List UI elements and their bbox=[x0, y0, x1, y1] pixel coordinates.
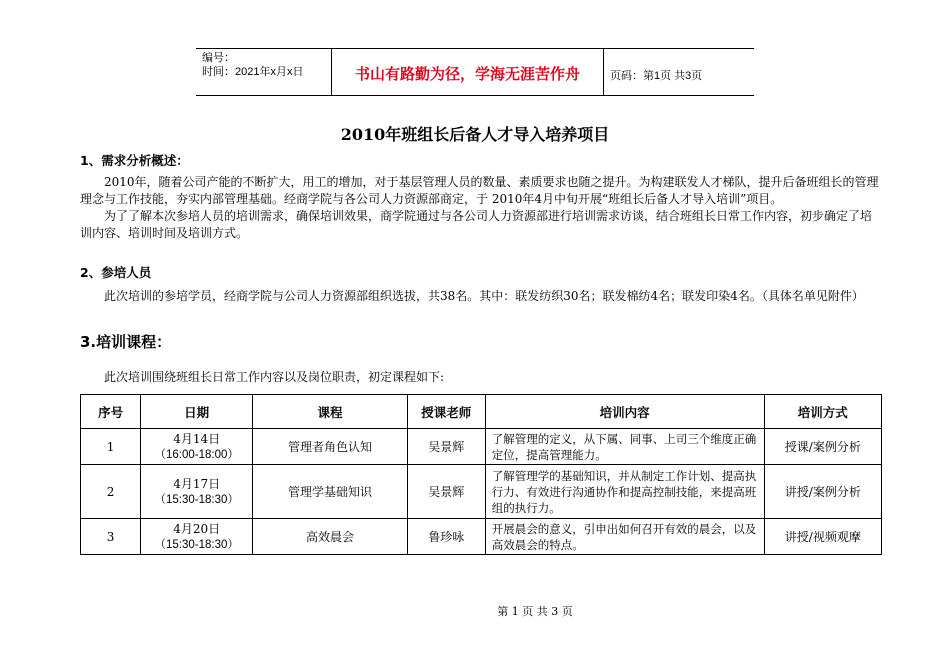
cell-method: 授课/案例分析 bbox=[764, 429, 881, 465]
cell-method: 讲授/案例分析 bbox=[764, 465, 881, 519]
time-text: （15:30-18:30） bbox=[154, 538, 239, 551]
column-header: 课程 bbox=[253, 395, 408, 429]
cell-teacher: 鲁珍咏 bbox=[407, 519, 485, 555]
column-header: 培训方式 bbox=[764, 395, 881, 429]
time-text: （15:30-18:30） bbox=[154, 493, 239, 506]
cell-content: 了解管理学的基础知识，并从制定工作计划、提高执行力、有效进行沟通协作和提高控制技能，来提高班组的执行力。 bbox=[485, 465, 764, 519]
column-header: 日期 bbox=[141, 395, 253, 429]
paragraph: 为了了解本次参培人员的培训需求，确保培训效果，商学院通过与各公司人力资源部进行培训需求访谈，结合班组长日常工作内容，初步确定了培训内容、培训时间及培训方式。 bbox=[80, 209, 873, 240]
section-3-heading: 3.培训课程： bbox=[80, 333, 172, 351]
cell-content: 开展晨会的意义，引申出如何召开有效的晨会，以及高效晨会的特点。 bbox=[485, 519, 764, 555]
cell-date bbox=[141, 465, 253, 519]
cell-course: 高效晨会 bbox=[253, 519, 408, 555]
cell-course: 管理学基础知识 bbox=[253, 465, 408, 519]
cell-content: 了解管理的定义，从下属、同事、上司三个维度正确定位，提高管理能力。 bbox=[485, 429, 764, 465]
header-motto: 书山有路勤为径，学海无涯苦作舟 bbox=[354, 65, 580, 83]
table-row bbox=[81, 429, 882, 465]
header-number: 编号： bbox=[202, 52, 235, 64]
table-row bbox=[81, 465, 882, 519]
date-text: 4月14日 bbox=[173, 431, 221, 446]
section-1-body bbox=[80, 174, 880, 242]
page-header bbox=[196, 48, 754, 96]
cell-number: 2 bbox=[81, 465, 141, 519]
header-divider bbox=[603, 49, 604, 95]
cell-method: 讲授/视频观摩 bbox=[764, 519, 881, 555]
header-page-number: 页码：第1页 共3页 bbox=[610, 70, 703, 82]
document-title: 2010年班组长后备人才导入培养项目 bbox=[340, 125, 610, 144]
header-time: 时间：2021年x月x日 bbox=[202, 66, 304, 78]
cell-date bbox=[141, 519, 253, 555]
paragraph: 2010年，随着公司产能的不断扩大，用工的增加，对于基层管理人员的数量、素质要求也随之提升。为构建联发人才梯队，提升后备班组长的管理理念与工作技能，夯实内部管理基础。经商学院与各公司人力资源部商定，于 2010年4月中旬开展“班组长后备人才导入培训”项目。 bbox=[80, 175, 879, 206]
table-header-row bbox=[81, 395, 882, 429]
cell-teacher: 吴景辉 bbox=[407, 429, 485, 465]
page-footer bbox=[0, 603, 950, 619]
time-text: （16:00-18:00） bbox=[154, 448, 239, 461]
cell-teacher: 吴景辉 bbox=[407, 465, 485, 519]
column-header: 序号 bbox=[81, 395, 141, 429]
footer-page-number: 第 1 页 共 3 页 bbox=[497, 605, 573, 618]
cell-number: 3 bbox=[81, 519, 141, 555]
column-header: 培训内容 bbox=[485, 395, 764, 429]
paragraph: 此次培训的参培学员，经商学院与公司人力资源部组织选拔，共38名。其中：联发纺织30名；联发棉纺4名；联发印染4名。（具体名单见附件） bbox=[104, 289, 864, 303]
cell-course: 管理者角色认知 bbox=[253, 429, 408, 465]
course-table bbox=[80, 394, 882, 555]
paragraph: 此次培训围绕班组长日常工作内容以及岗位职责，初定课程如下: bbox=[104, 370, 445, 384]
section-3-intro bbox=[80, 369, 880, 386]
column-header: 授课老师 bbox=[407, 395, 485, 429]
section-2-body bbox=[80, 288, 880, 305]
cell-number: 1 bbox=[81, 429, 141, 465]
section-1-heading: 1、需求分析概述： bbox=[80, 153, 189, 168]
section-2-heading: 2、参培人员 bbox=[80, 265, 152, 280]
header-meta bbox=[202, 51, 303, 79]
cell-date bbox=[141, 429, 253, 465]
date-text: 4月17日 bbox=[173, 476, 221, 491]
table-row bbox=[81, 519, 882, 555]
date-text: 4月20日 bbox=[173, 521, 221, 536]
